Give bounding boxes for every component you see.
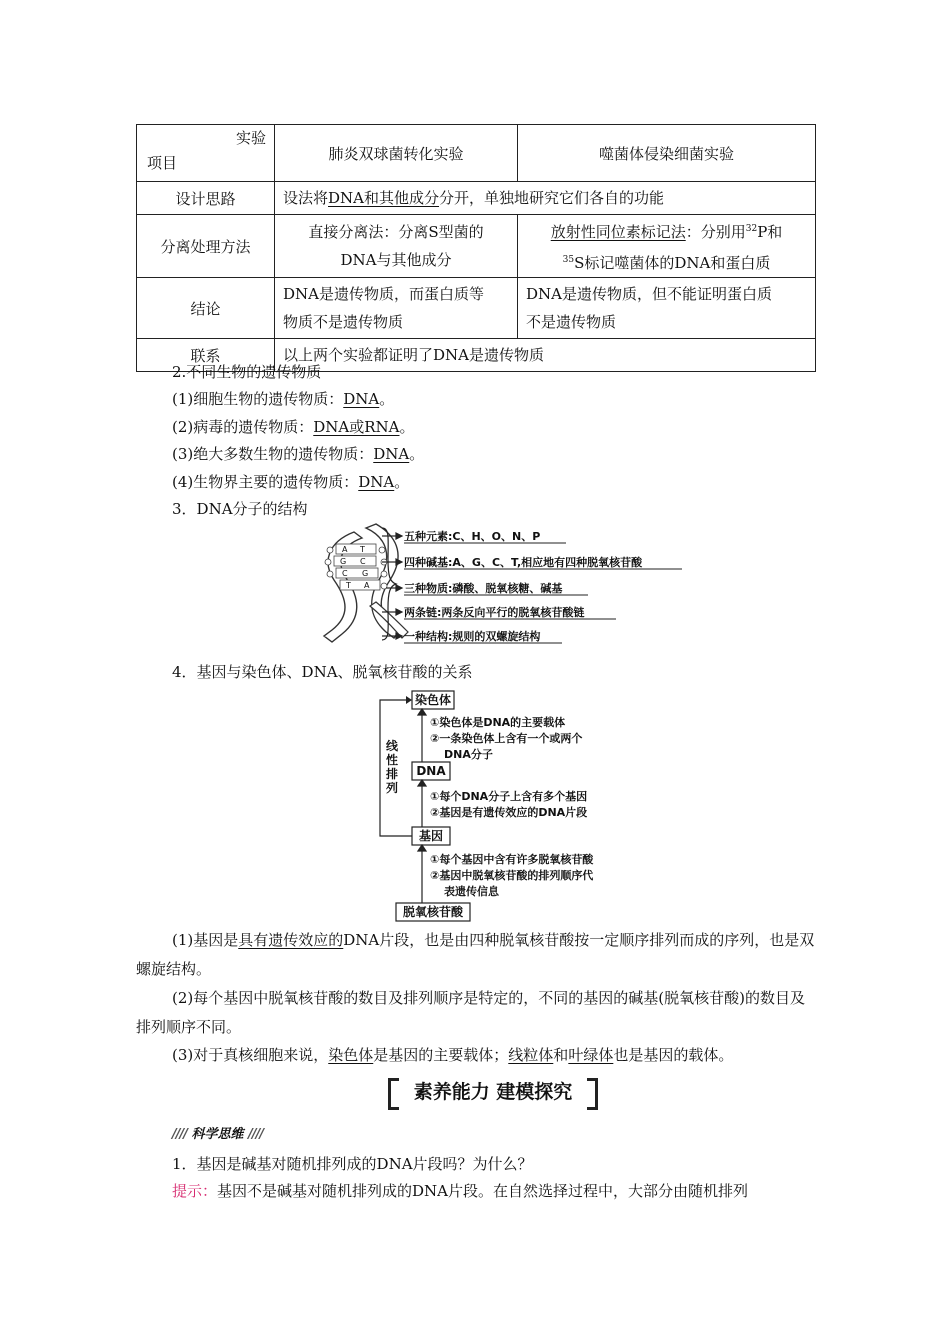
structure-label: 三种物质:磷酸、脱氧核糖、碱基 bbox=[404, 582, 563, 595]
note: 表遗传信息 bbox=[444, 885, 499, 898]
point-underlined: 叶绿体 bbox=[568, 1046, 614, 1064]
row-link-label: 联系 bbox=[137, 339, 275, 372]
note: ②基因中脱氧核苷酸的排列顺序代 bbox=[430, 869, 594, 882]
slash-decoration-icon: //// bbox=[248, 1127, 264, 1142]
hint-label: 提示： bbox=[172, 1182, 218, 1200]
base-letter: C bbox=[342, 569, 348, 578]
point-underlined: 线粒体 bbox=[508, 1046, 554, 1064]
section-banner bbox=[388, 1074, 598, 1110]
hint-line bbox=[172, 1181, 822, 1201]
row-link-text: 以上两个实验都证明了DNA是遗传物质 bbox=[275, 339, 816, 372]
row-method-col1 bbox=[275, 215, 518, 278]
point-underlined: 染色体 bbox=[328, 1046, 374, 1064]
structure-label: 四种碱基:A、G、C、T,相应地有四种脱氧核苷酸 bbox=[404, 556, 643, 569]
point-text: 和 bbox=[553, 1046, 569, 1064]
item-answer: DNA bbox=[373, 445, 410, 463]
method-col2-line2: S标记噬菌体的DNA和蛋白质 bbox=[574, 254, 771, 272]
row-design-label: 设计思路 bbox=[137, 182, 275, 215]
thinking-tag-label: 科学思维 bbox=[191, 1127, 244, 1142]
point-underlined: 具有遗传效应的 bbox=[238, 931, 344, 949]
point-3 bbox=[136, 1041, 816, 1070]
row-conclusion-col2 bbox=[518, 278, 816, 339]
side-label-char: 性 bbox=[386, 753, 399, 767]
side-label-char: 排 bbox=[386, 767, 399, 781]
structure-label: 一种结构:规则的双螺旋结构 bbox=[404, 630, 541, 643]
structure-label: 两条链:两条反向平行的脱氧核苷酸链 bbox=[404, 606, 585, 619]
item-answer: DNA bbox=[343, 390, 380, 408]
box-chromosome-label: 染色体 bbox=[414, 693, 452, 707]
section2-item bbox=[172, 389, 394, 409]
row-method-label: 分离处理方法 bbox=[137, 215, 275, 278]
item-prefix: (3)绝大多数生物的遗传物质： bbox=[172, 445, 374, 463]
base-letter: C bbox=[360, 557, 366, 566]
item-suffix: 。 bbox=[399, 418, 415, 436]
base-letter: G bbox=[362, 569, 369, 578]
question-1: 1．基因是碱基对随机排列成的DNA片段吗？为什么？ bbox=[172, 1155, 533, 1173]
note: ①染色体是DNA的主要载体 bbox=[430, 716, 566, 729]
side-label-char: 列 bbox=[386, 781, 399, 795]
slash-decoration-icon: //// bbox=[172, 1127, 187, 1142]
comparison-table bbox=[136, 124, 816, 372]
note: ①每个DNA分子上含有多个基因 bbox=[430, 790, 588, 803]
conclusion-col1-line2: 物质不是遗传物质 bbox=[283, 313, 404, 331]
header-col2: 噬菌体侵染细菌实验 bbox=[518, 125, 816, 182]
conclusion-col2-line1: DNA是遗传物质，但不能证明蛋白质 bbox=[526, 285, 772, 303]
box-nucleotide-label: 脱氧核苷酸 bbox=[402, 905, 464, 919]
method-col1-line1: 直接分离法：分离S型菌的 bbox=[308, 223, 484, 241]
base-letter: T bbox=[346, 581, 351, 590]
row-conclusion-label: 结论 bbox=[137, 278, 275, 339]
item-suffix: 。 bbox=[379, 390, 395, 408]
item-suffix: 。 bbox=[409, 445, 425, 463]
conclusion-col1-line1: DNA是遗传物质，而蛋白质等 bbox=[283, 285, 484, 303]
point-text: 是基因的主要载体； bbox=[373, 1046, 509, 1064]
row-conclusion-col1 bbox=[275, 278, 518, 339]
header-corner-top: 实验 bbox=[235, 129, 266, 147]
row-design-text bbox=[275, 182, 816, 215]
header-col1: 肺炎双球菌转化实验 bbox=[275, 125, 518, 182]
point-text: 也是基因的载体。 bbox=[613, 1046, 734, 1064]
point-2: (2)每个基因中脱氧核苷酸的数目及排列顺序是特定的，不同的基因的碱基(脱氧核苷酸)的数目及排列顺序不同。 bbox=[136, 989, 805, 1036]
box-gene-label: 基因 bbox=[418, 829, 444, 843]
method-col1-line2: DNA与其他成分 bbox=[340, 251, 452, 269]
section3-title: 3．DNA分子的结构 bbox=[172, 500, 308, 518]
section2-title: 2.不同生物的遗传物质 bbox=[172, 363, 322, 381]
conclusion-col2-line2: 不是遗传物质 bbox=[526, 313, 617, 331]
thinking-tag bbox=[172, 1126, 263, 1144]
base-letter: A bbox=[364, 581, 370, 590]
note: DNA分子 bbox=[444, 748, 493, 761]
method-col2-end: P和 bbox=[757, 223, 783, 241]
header-corner-bottom: 项目 bbox=[147, 154, 178, 172]
method-col2-underlined: 放射性同位素标记法 bbox=[550, 223, 686, 241]
hint-text: 基因不是碱基对随机排列成的DNA片段。在自然选择过程中，大部分由随机排列 bbox=[217, 1182, 749, 1200]
method-col2-rest: ：分别用 bbox=[685, 223, 746, 241]
point-1 bbox=[136, 926, 816, 984]
design-prefix: 设法将 bbox=[283, 189, 329, 207]
section2-item bbox=[172, 417, 415, 437]
item-suffix: 。 bbox=[394, 473, 410, 491]
row-method-col2 bbox=[518, 215, 816, 278]
point-text: (3)对于真核细胞来说， bbox=[172, 1046, 329, 1064]
method-sup1: 32 bbox=[745, 224, 758, 234]
item-prefix: (2)病毒的遗传物质： bbox=[172, 418, 314, 436]
header-corner-cell bbox=[137, 125, 275, 182]
section2-item bbox=[172, 444, 424, 464]
note: ①每个基因中含有许多脱氧核苷酸 bbox=[430, 853, 594, 866]
section4-title: 4．基因与染色体、DNA、脱氧核苷酸的关系 bbox=[172, 663, 473, 681]
dna-structure-diagram bbox=[310, 520, 690, 650]
base-letter: G bbox=[340, 557, 347, 566]
structure-label: 五种元素:C、H、O、N、P bbox=[404, 530, 541, 543]
design-underlined: DNA和其他成分 bbox=[328, 189, 440, 207]
method-sup2: 35 bbox=[562, 255, 575, 265]
banner-text: 素养能力 建模探究 bbox=[413, 1081, 573, 1103]
item-prefix: (1)细胞生物的遗传物质： bbox=[172, 390, 344, 408]
note: ②基因是有遗传效应的DNA片段 bbox=[430, 806, 588, 819]
point-text: DNA片段，也是由四种脱氧核苷酸按一定顺序排列而成的序列，也是双螺旋结构。 bbox=[136, 931, 815, 978]
design-suffix: 分开，单独地研究它们各自的功能 bbox=[439, 189, 665, 207]
box-dna-label: DNA bbox=[416, 764, 446, 778]
point-text: (1)基因是 bbox=[172, 931, 239, 949]
item-answer: DNA或RNA bbox=[313, 418, 400, 436]
base-letter: A bbox=[342, 545, 348, 554]
section2-item bbox=[172, 472, 409, 492]
note: ②一条染色体上含有一个或两个 bbox=[430, 732, 583, 745]
item-answer: DNA bbox=[358, 473, 395, 491]
item-prefix: (4)生物界主要的遗传物质： bbox=[172, 473, 359, 491]
side-label-char: 线 bbox=[386, 739, 399, 753]
gene-relationship-diagram bbox=[376, 688, 636, 924]
banner-right-bracket bbox=[587, 1078, 598, 1110]
base-letter: T bbox=[360, 545, 365, 554]
